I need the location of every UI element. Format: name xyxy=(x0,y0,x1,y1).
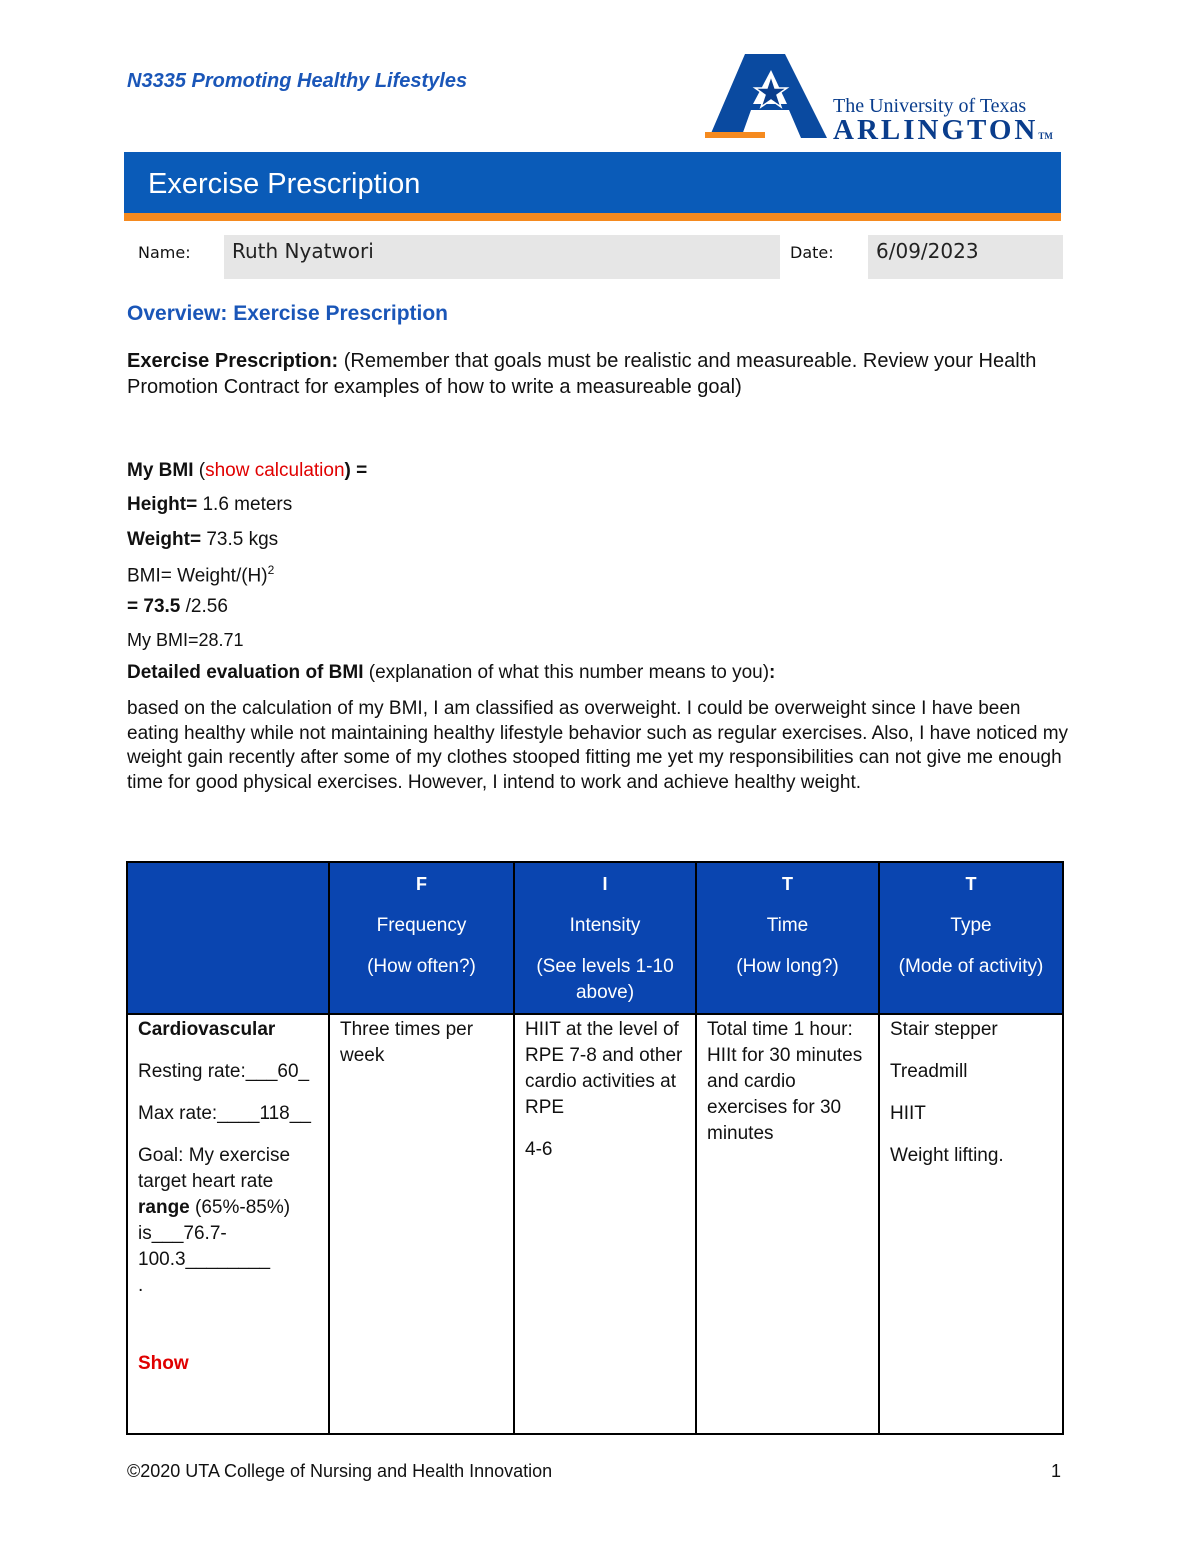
uta-logo xyxy=(705,52,1065,144)
bmi-line: My BMI (show calculation) = xyxy=(127,460,368,481)
name-label: Name: xyxy=(138,243,191,262)
bmi-formula: BMI= Weight/$(H)^2$ xyxy=(127,563,275,587)
overview-heading: Overview: Exercise Prescription xyxy=(127,302,448,325)
show-calculation-text: show calculation xyxy=(205,460,345,481)
logo-university-name: The University of Texas xyxy=(833,95,1027,117)
prescription-note: (Remember that goals must be realistic and measureable. Review your Health Promotion Contract for examples of how to write a measureable goal) xyxy=(127,350,1037,398)
date-label: Date: xyxy=(790,243,834,262)
logo-trademark: TM xyxy=(1038,131,1053,141)
page-number: 1 xyxy=(1051,1461,1062,1481)
evaluation-text: based on the calculation of my BMI, I am classified as overweight. I could be overweight since I have been eating healthy while not maintaining healthy lifestyle behavior such as regular exercises. Also, I have noticed my weight gain recently after some of my clothes stooped fitting me yet my responsibilities can not give me enough time for good physical exercises. However, I intend to work and achieve healthy weight. xyxy=(127,698,1069,793)
frequency-cell: Three times per week xyxy=(329,1014,514,1434)
footer-copyright: ©2020 UTA College of Nursing and Health Innovation xyxy=(127,1461,553,1481)
type-item: Treadmill xyxy=(890,1061,968,1082)
uta-a-logo-icon xyxy=(705,52,835,144)
type-item: Weight lifting. xyxy=(890,1145,1004,1166)
category-label: Cardiovascular xyxy=(138,1019,276,1040)
header-intensity: I Intensity (See levels 1-10 above) xyxy=(514,862,696,1014)
name-field[interactable]: Ruth Nyatwori xyxy=(224,235,780,279)
weight-line: Weight= 73.5 kgs xyxy=(127,529,279,550)
bmi-calculation: = 73.5 /2.56 xyxy=(127,596,228,617)
fitt-table xyxy=(126,861,1064,1435)
header-time: T Time (How long?) xyxy=(696,862,879,1014)
table-header-row xyxy=(127,862,1063,1014)
prescription-instructions xyxy=(127,348,1072,400)
type-item: HIIT xyxy=(890,1103,926,1124)
header-type: T Type (Mode of activity) xyxy=(879,862,1063,1014)
category-cell: Cardiovascular Resting rate:___60_ Max rate:____118__ Goal: My exercise target heart rate range (65%-85%) is___76.7-100.3________ . Show xyxy=(127,1014,329,1434)
header-frequency: F Frequency (How often?) xyxy=(329,862,514,1014)
prescription-label: Exercise Prescription: xyxy=(127,350,339,372)
date-field[interactable]: 6/09/2023 xyxy=(868,235,1063,279)
page-title: Exercise Prescription xyxy=(148,168,421,200)
header-empty-cell xyxy=(127,862,329,1014)
intensity-cell: HIIT at the level of RPE 7-8 and other cardio activities at RPE 4-6 xyxy=(514,1014,696,1434)
time-cell: Total time 1 hour: HIIt for 30 minutes and cardio exercises for 30 minutes xyxy=(696,1014,879,1434)
type-cell xyxy=(879,1014,1063,1434)
evaluation-heading: Detailed evaluation of BMI (explanation of what this number means to you): xyxy=(127,662,776,683)
show-text: Show xyxy=(138,1353,189,1374)
type-item: Stair stepper xyxy=(890,1019,998,1040)
height-line: Height= 1.6 meters xyxy=(127,494,293,515)
bmi-result: My BMI=28.71 xyxy=(127,630,244,650)
title-banner xyxy=(124,152,1061,213)
banner-stripe xyxy=(124,213,1061,221)
logo-campus-name: ARLINGTONTM xyxy=(833,114,1053,146)
table-row-cardiovascular xyxy=(127,1014,1063,1434)
course-title: N3335 Promoting Healthy Lifestyles xyxy=(127,70,468,92)
resting-rate: Resting rate:___60_ xyxy=(138,1061,310,1082)
goal-text: Goal: My exercise target heart rate range (65%-85%) is___76.7-100.3________ xyxy=(138,1145,291,1270)
max-rate: Max rate:____118__ xyxy=(138,1103,311,1124)
